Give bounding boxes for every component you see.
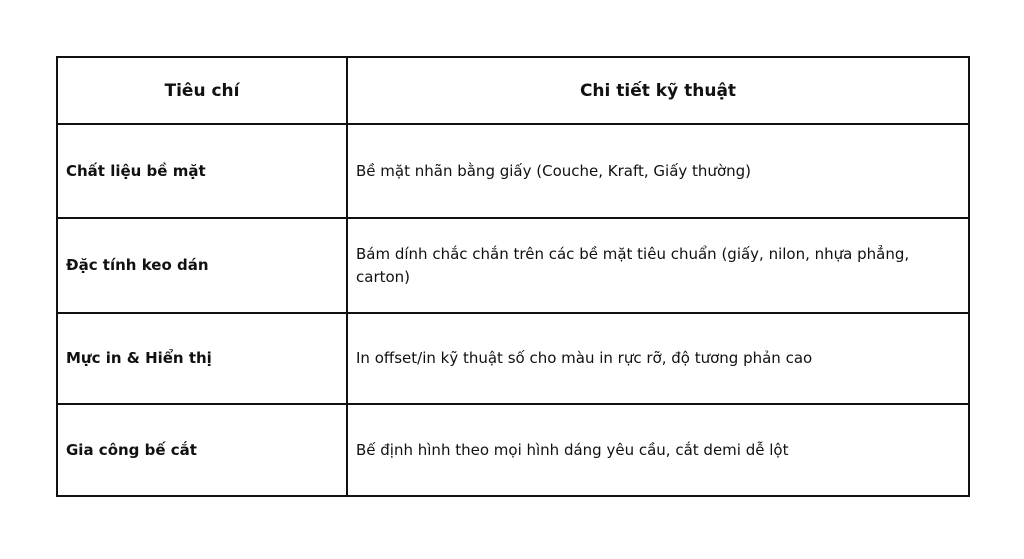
table-row xyxy=(57,313,969,404)
detail-cell: Bế định hình theo mọi hình dáng yêu cầu, cắt demi dễ lột xyxy=(347,404,969,496)
header-criterion: Tiêu chí xyxy=(57,57,347,124)
criterion-cell: Gia công bế cắt xyxy=(57,404,347,496)
table-row xyxy=(57,218,969,313)
spec-table xyxy=(56,56,970,497)
table-row xyxy=(57,124,969,218)
criterion-cell: Chất liệu bề mặt xyxy=(57,124,347,218)
table-header-row xyxy=(57,57,969,124)
table-row xyxy=(57,404,969,496)
criterion-cell: Mực in & Hiển thị xyxy=(57,313,347,404)
criterion-cell: Đặc tính keo dán xyxy=(57,218,347,313)
header-technical-detail: Chi tiết kỹ thuật xyxy=(347,57,969,124)
detail-cell: In offset/in kỹ thuật số cho màu in rực rỡ, độ tương phản cao xyxy=(347,313,969,404)
detail-cell: Bám dính chắc chắn trên các bề mặt tiêu chuẩn (giấy, nilon, nhựa phẳng, carton) xyxy=(347,218,969,313)
detail-cell: Bề mặt nhãn bằng giấy (Couche, Kraft, Giấy thường) xyxy=(347,124,969,218)
